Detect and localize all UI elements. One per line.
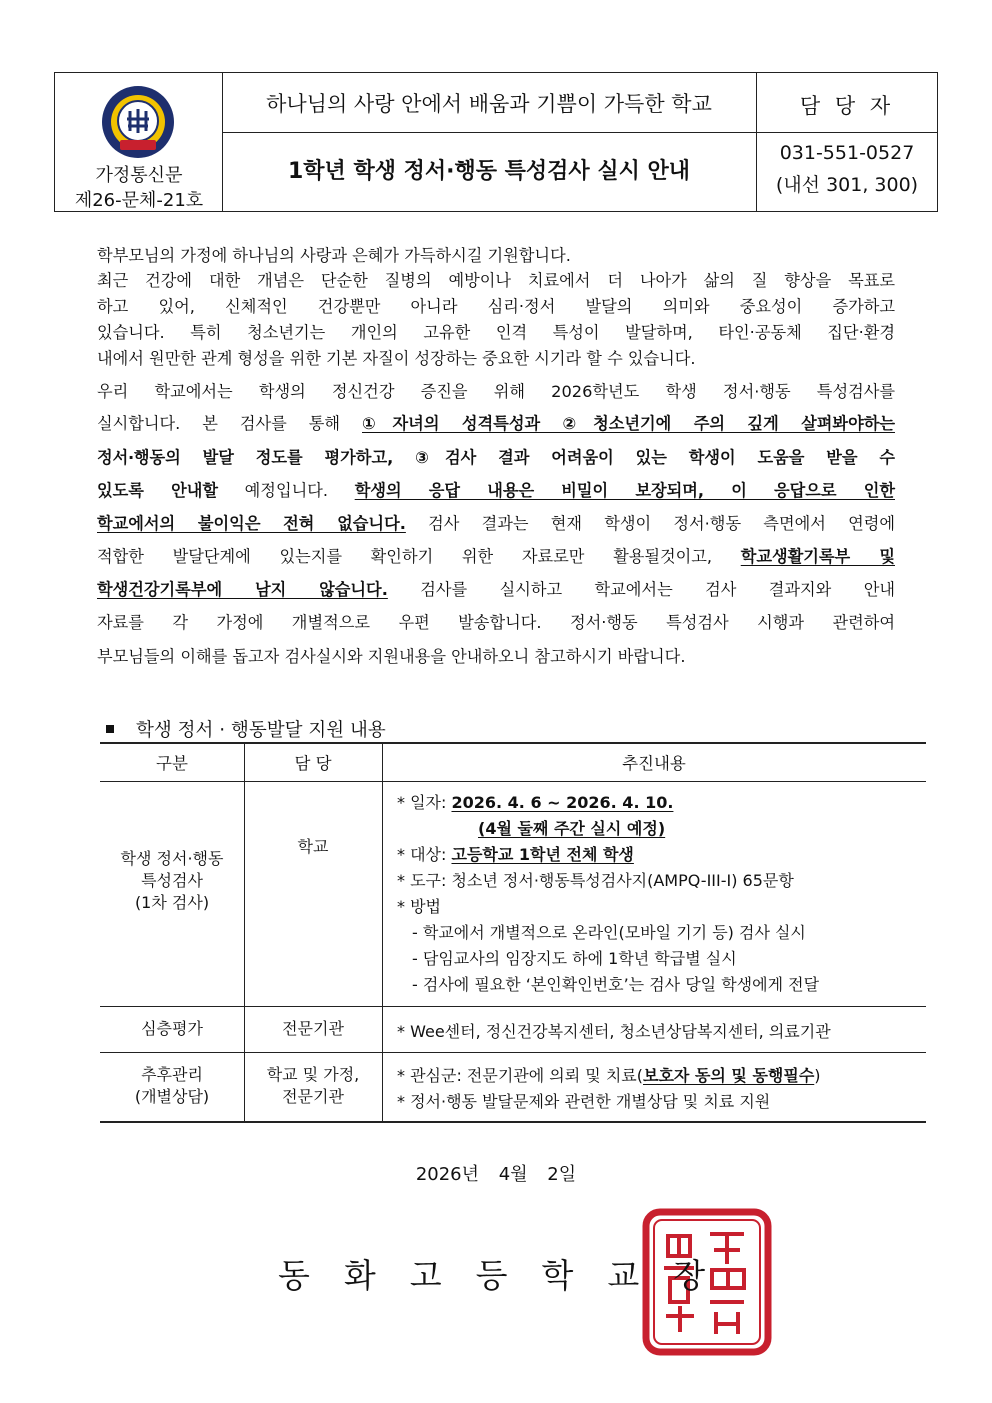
letter-date: 2026년 4월 2일 xyxy=(415,1164,577,1185)
bullet-square-icon xyxy=(106,725,114,733)
table-header: 추진내용 xyxy=(622,754,686,773)
row-content: * Wee센터, 정신건강복지센터, 청소년상담복지센터, 의료기관 xyxy=(397,1022,831,1041)
body-line: 학생건강기록부에 남지 않습니다. 검사를 실시하고 학교에서는 검사 결과지와 안내 xyxy=(97,580,895,599)
intro-line: 내에서 원만한 관계 형성을 위한 기본 자질이 성장하는 중요한 시기라 할 수 있습니다. xyxy=(97,349,696,368)
row-owner: 전문기관 xyxy=(282,1019,344,1038)
intro-line: 하고 있어, 신체적인 건강뿐만 아니라 심리‧정서 발달의 의미와 중요성이 증가하고 xyxy=(97,297,895,316)
exam-method-item: - 학교에서 개별적으로 온라인(모바일 기기 등) 검사 실시 xyxy=(412,923,806,942)
row-owner: 학교 xyxy=(297,837,329,856)
body-line: 적합한 발달단계에 있는지를 확인하기 위한 자료로만 활용될것이고, 학교생활기록부 및 xyxy=(97,547,895,566)
intro-line: 학부모님의 가정에 하나님의 사랑과 은혜가 가득하시길 기원합니다. xyxy=(97,246,571,265)
body-line: 정서‧행동의 발달 정도를 평가하고, ③검사 결과 어려움이 있는 학생이 도움을 받을 수 xyxy=(97,448,895,467)
intro-line: 있습니다. 특히 청소년기는 개인의 고유한 인격 특성이 발달하며, 타인‧공동체 집단‧환경 xyxy=(97,323,895,342)
row-category: 심층평가 xyxy=(141,1019,203,1038)
letter-number: 제26-문체-21호 xyxy=(74,190,204,211)
exam-method: * 방법 xyxy=(397,897,441,916)
row-owner: 학교 및 가정, 전문기관 xyxy=(266,1065,360,1106)
exam-target: * 대상: 고등학교 1학년 전체 학생 xyxy=(397,845,634,864)
contact-extension: (내선 301, 300) xyxy=(775,174,919,196)
row-content: * 정서·행동 발달문제와 관련한 개별상담 및 치료 지원 xyxy=(397,1092,771,1111)
exam-method-item: - 검사에 필요한 ‘본인확인번호’는 검사 당일 학생에게 전달 xyxy=(412,975,820,994)
page-title: 1학년 학생 정서·행동 특성검사 실시 안내 xyxy=(288,159,690,184)
table-header: 담 당 xyxy=(294,754,332,773)
body-line: 자료를 각 가정에 개별적으로 우편 발송합니다. 정서‧행동 특성검사 시행과 관련하여 xyxy=(97,613,895,632)
body-line: 있도록 안내할 예정입니다. 학생의 응답 내용은 비밀이 보장되며, 이 응답으로 인한 xyxy=(97,481,895,500)
exam-date-note: (4월 둘째 주간 실시 예정) xyxy=(478,819,666,838)
exam-date: * 일자: 2026. 4. 6 ~ 2026. 4. 10. xyxy=(397,793,674,812)
section-title: 학생 정서 · 행동발달 지원 내용 xyxy=(100,716,386,742)
contact-phone: 031-551-0527 xyxy=(779,142,915,164)
intro-line: 최근 건강에 대한 개념은 단순한 질병의 예방이나 치료에서 더 나아가 삶의 질 향상을 목표로 xyxy=(97,271,895,290)
body-line: 실시합니다. 본 검사를 통해 ①자녀의 성격특성과 ②청소년기에 주의 깊게 살펴봐야하는 xyxy=(97,414,895,433)
school-principal-name: 동화고등학교장 xyxy=(278,1256,740,1295)
table-header: 구분 xyxy=(156,754,188,773)
contact-label: 담 당 자 xyxy=(799,94,895,118)
exam-method-item: - 담임교사의 임장지도 하에 1학년 학급별 실시 xyxy=(412,949,737,968)
row-content: * 관심군: 전문기관에 의뢰 및 치료(보호자 동의 및 동행필수) xyxy=(397,1066,821,1085)
body-line: 우리 학교에서는 학생의 정신건강 증진을 위해 2026학년도 학생 정서·행동 특성검사를 xyxy=(97,382,895,401)
body-line: 학교에서의 불이익은 전혀 없습니다. 검사 결과는 현재 학생이 정서·행동 측면에서 연령에 xyxy=(97,514,895,533)
letter-type: 가정통신문 xyxy=(95,165,183,186)
row-category: 추후관리 (개별상담) xyxy=(134,1065,210,1106)
school-emblem-icon xyxy=(100,84,176,160)
school-motto: 하나님의 사랑 안에서 배움과 기쁨이 가득한 학교 xyxy=(266,92,712,116)
exam-tool: * 도구: 청소년 정서·행동특성검사지(AMPQ-III-I) 65문항 xyxy=(397,871,794,890)
body-line: 부모님들의 이해를 돕고자 검사실시와 지원내용을 안내하오니 참고하시기 바랍니다. xyxy=(97,647,686,666)
row-category: 학생 정서·행동 특성검사 (1차 검사) xyxy=(120,849,224,912)
